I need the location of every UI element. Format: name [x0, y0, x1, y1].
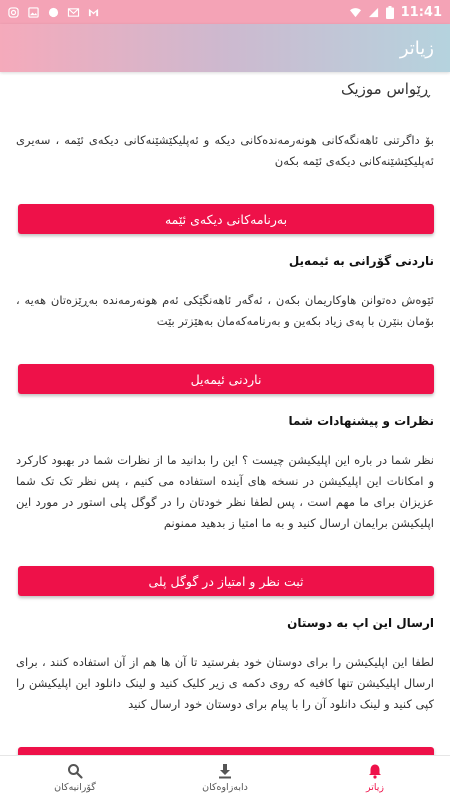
nav-item-downloads[interactable]	[150, 756, 300, 800]
main-content[interactable]	[0, 72, 450, 755]
email-section-title: ناردنی گۆرانی بە ئیمەیل	[288, 254, 434, 268]
nav-item-more[interactable]	[300, 756, 450, 800]
wifi-icon	[350, 7, 361, 18]
nav-label-downloads: دابەزاوەکان	[202, 782, 248, 793]
battery-icon	[386, 6, 394, 19]
status-notifications	[8, 7, 99, 18]
send-email-button[interactable]: ناردنی ئیمەیل	[18, 364, 434, 394]
signal-icon	[368, 7, 379, 18]
feedback-section-title: نظرات و پیشنهادات شما	[288, 414, 434, 428]
gmail-icon	[88, 7, 99, 18]
circle-icon	[48, 7, 59, 18]
share-text: لطفا این اپلیکیشن را برای دوستان خود بفرستید تا آن ها هم از آن استفاده کنند ، برای ارسال اپلیکیشن تنها کافیه که روی دکمه ی زیر کلیک کنید و لینک دانلود این اپلیکیشن را کپی کنید و لینک دانلود آن را با پیام برای دوستان خود ارسال کنید	[16, 655, 434, 711]
more-apps-button[interactable]: بەرنامەکانی دیکەی ئێمە	[18, 204, 434, 234]
bell-icon	[367, 763, 383, 779]
download-icon	[217, 763, 233, 779]
nav-item-songs[interactable]	[0, 756, 150, 800]
app-bar	[0, 24, 450, 72]
status-bar	[0, 0, 450, 24]
gallery-icon	[28, 7, 39, 18]
feedback-text: نظر شما در باره این اپلیکیشن چیست ؟ این را بدانید ما از نظرات شما در بهبود کارکرد و امکانات این اپلیکیشن در نسخه های آینده استفاده می کنیم ، پس نظر تک تک شما عزیزان برای ما مهم است ، پس لطفا نظر خودتان را در گوگل پلی استور در مورد این اپلیکیشن برایمان ارسال کنید و به ما امتیا ز بدهید ممنونم	[16, 453, 434, 530]
share-section-title: ارسال این اپ به دوستان	[287, 616, 434, 630]
mail-icon	[68, 7, 79, 18]
search-icon	[67, 763, 83, 779]
email-text: ئێوەش دەتوانن هاوکاریمان بکەن ، ئەگەر ئاهەنگێکی ئەم هونەرمەندە بەڕێزەتان هەیە ، بۆمان بنێرن با پەی زیاد بکەین و بەرنامەکەمان بەهێزتر بێت	[16, 293, 434, 328]
intro-text: بۆ داگرتنی ئاهەنگەکانی هونەرمەندەکانی دیکە و ئەپلیکێشێنەکانی دیکەی ئێمە ، سەیری ئەپلیکێشێنەکانی دیکەی ئێمە بکەن	[16, 133, 434, 168]
nav-label-more: زیاتر	[365, 782, 384, 793]
section-heading: ڕێواس موزیک	[341, 80, 430, 98]
instagram-icon	[8, 7, 19, 18]
nav-label-songs: گۆرانیەکان	[54, 782, 96, 793]
status-system	[350, 5, 442, 20]
bottom-navigation	[0, 755, 450, 800]
page-title: زیاتر	[399, 37, 434, 59]
rate-app-button[interactable]: ثبت نظر و امتیاز در گوگل پلی	[18, 566, 434, 596]
clock: 11:41	[400, 4, 442, 20]
